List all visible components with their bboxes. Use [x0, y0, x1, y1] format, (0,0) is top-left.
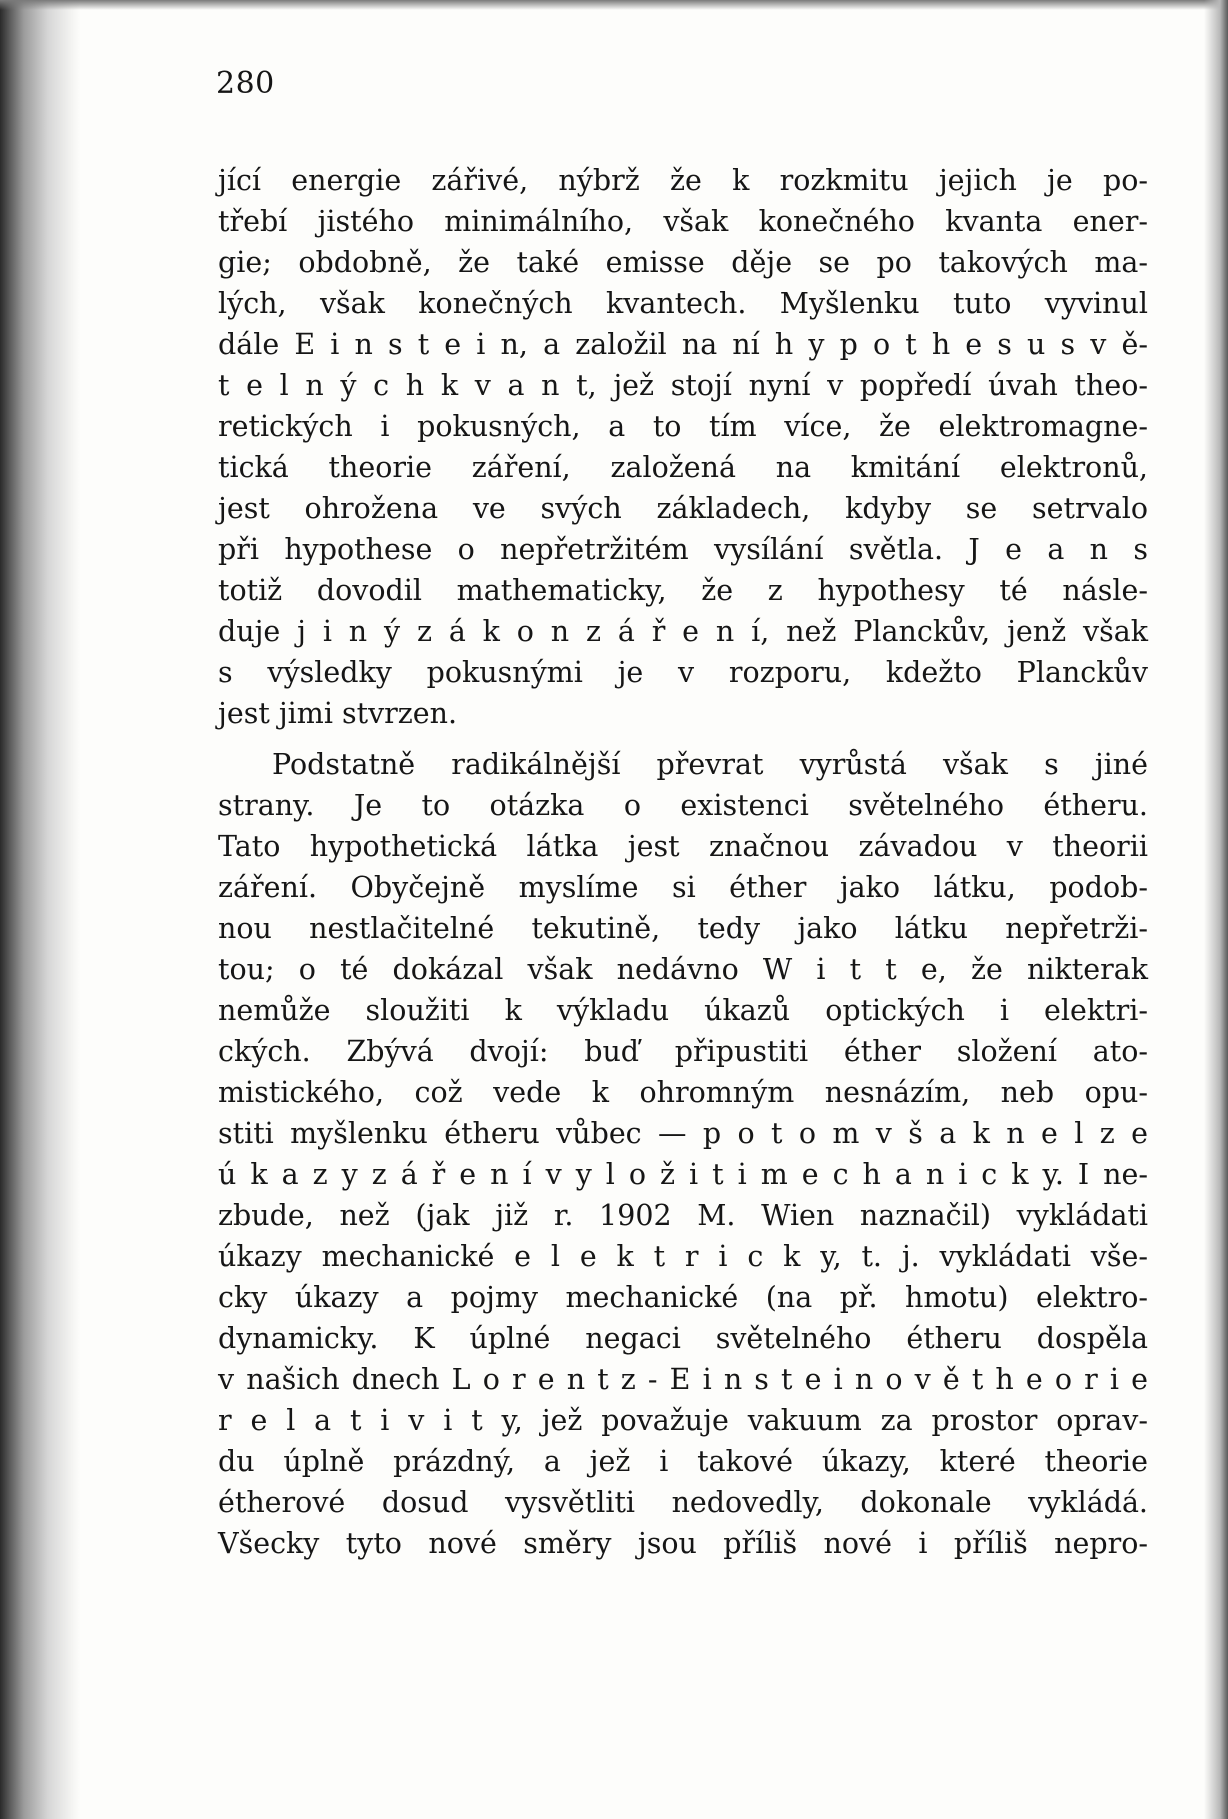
- text-line: du úplně prázdný, a jež i takové úkazy, které theorie: [218, 1445, 1148, 1478]
- text-line: nemůže sloužiti k výkladu úkazů optických i elektri-: [218, 994, 1148, 1027]
- text-line: tou; o té dokázal však nedávno W i t t e, že nikterak: [218, 953, 1148, 986]
- paragraph-2: [218, 744, 1148, 1564]
- text-line: Všecky tyto nové směry jsou příliš nové i příliš nepro-: [218, 1527, 1148, 1560]
- text-line: záření. Obyčejně myslíme si éther jako látku, podob-: [218, 871, 1148, 904]
- text-line: mistického, což vede k ohromným nesnázím, neb opu-: [218, 1076, 1148, 1109]
- text-line: jest jimi stvrzen.: [218, 697, 458, 730]
- text-line: úkazy mechanické e l e k t r i c k y, t. j. vykládati vše-: [218, 1240, 1148, 1273]
- text-line: strany. Je to otázka o existenci světelného étheru.: [218, 789, 1148, 822]
- text-line: cky úkazy a pojmy mechanické (na př. hmotu) elektro-: [218, 1281, 1148, 1314]
- text-line: totiž dovodil mathematicky, že z hypothesy té násle-: [218, 574, 1148, 607]
- text-line: Tato hypothetická látka jest značnou závadou v theorii: [218, 830, 1148, 863]
- text-line: při hypothese o nepřetržitém vysílání světla. J e a n s: [218, 533, 1148, 566]
- spine-shadow: [0, 0, 80, 1819]
- text-line: ckých. Zbývá dvojí: buď připustiti éther složení ato-: [218, 1035, 1148, 1068]
- text-line: t e l n ý c h k v a n t, jež stojí nyní v popředí úvah theo-: [218, 369, 1148, 402]
- text-line: dynamicky. K úplné negaci světelného étheru dospěla: [218, 1322, 1148, 1355]
- text-line: nou nestlačitelné tekutině, tedy jako látku nepřetrži-: [218, 912, 1148, 945]
- text-line: ú k a z y z á ř e n í v y l o ž i t i m e c h a n i c k y. I ne-: [218, 1158, 1148, 1191]
- text-line: Podstatně radikálnější převrat vyrůstá však s jiné: [272, 748, 1148, 781]
- body-text: [218, 160, 1148, 1564]
- text-line: lých, však konečných kvantech. Myšlenku tuto vyvinul: [218, 287, 1148, 320]
- text-line: dále E i n s t e i n, a založil na ní h y p o t h e s u s v ě-: [218, 328, 1148, 361]
- text-line: duje j i n ý z á k o n z á ř e n í, než Planckův, jenž však: [218, 615, 1148, 648]
- text-line: jící energie zářivé, nýbrž že k rozkmitu jejich je po-: [218, 164, 1148, 197]
- text-line: gie; obdobně, že také emisse děje se po takových ma-: [218, 246, 1148, 279]
- paragraph-1: [218, 160, 1148, 734]
- text-line: s výsledky pokusnými je v rozporu, kdežto Planckův: [218, 656, 1148, 689]
- text-line: r e l a t i v i t y, jež považuje vakuum za prostor oprav-: [218, 1404, 1148, 1437]
- paragraph-gap: [218, 734, 1148, 744]
- page-number: 280: [216, 66, 275, 101]
- text-line: étherové dosud vysvětliti nedovedly, dokonale vykládá.: [218, 1486, 1148, 1519]
- text-line: zbude, než (jak již r. 1902 M. Wien naznačil) vykládati: [218, 1199, 1148, 1232]
- right-page-edge: [1204, 0, 1228, 1819]
- text-line: jest ohrožena ve svých základech, kdyby se setrvalo: [218, 492, 1148, 525]
- top-page-edge: [0, 0, 1228, 10]
- text-line: v našich dnech L o r e n t z - E i n s t e i n o v ě t h e o r i e: [218, 1363, 1148, 1396]
- text-line: stiti myšlenku étheru vůbec — p o t o m v š a k n e l z e: [218, 1117, 1148, 1150]
- text-line: třebí jistého minimálního, však konečného kvanta ener-: [218, 205, 1148, 238]
- text-line: retických i pokusných, a to tím více, že elektromagne-: [218, 410, 1148, 443]
- text-line: tická theorie záření, založená na kmitání elektronů,: [218, 451, 1148, 484]
